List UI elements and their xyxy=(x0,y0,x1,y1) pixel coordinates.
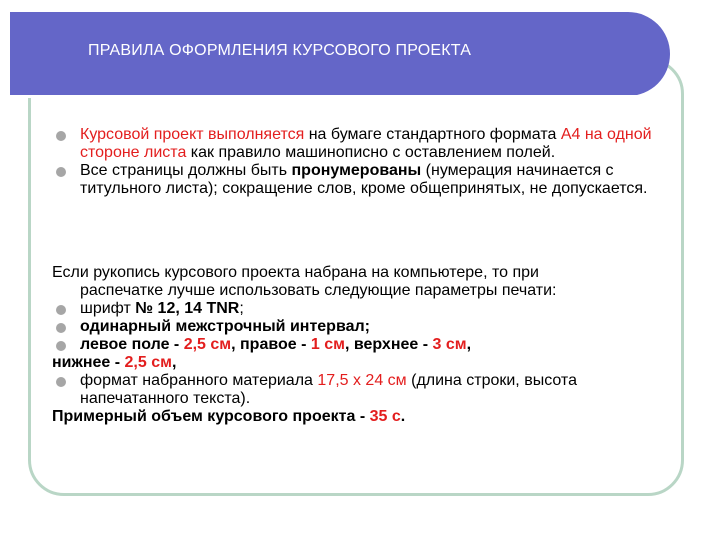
bullet-dot-icon xyxy=(56,131,66,141)
text: , xyxy=(466,336,472,353)
margins-line-2 xyxy=(52,354,672,372)
bullet-item-spacing xyxy=(52,318,672,336)
bullet-item-margins xyxy=(52,336,672,354)
text: (длина строки, высота напечатанного текста). xyxy=(80,372,577,407)
slide-title: ПРАВИЛА ОФОРМЛЕНИЯ КУРСОВОГО ПРОЕКТА xyxy=(88,42,472,59)
text: , правое - xyxy=(231,336,311,353)
bullet-dot-icon xyxy=(56,323,66,333)
intro-line-2: распечатке лучше использовать следующие параметры печати: xyxy=(80,282,557,299)
title-underline xyxy=(10,95,638,98)
value-red: 2,5 см xyxy=(183,336,232,353)
bullet-item-font xyxy=(52,300,672,318)
value-red: 2,5 см xyxy=(124,354,172,371)
bullet-item-paper xyxy=(52,126,662,162)
value-red: 17,5 х 24 см xyxy=(317,372,407,389)
text: нижнее - xyxy=(52,354,125,371)
text: Примерный объем курсового проекта - xyxy=(52,408,370,425)
value-red: 35 с xyxy=(369,408,401,425)
text: шрифт xyxy=(80,300,136,317)
volume-line xyxy=(52,408,672,426)
bullet-dot-icon xyxy=(56,305,66,315)
print-settings xyxy=(52,264,672,426)
text: левое поле - xyxy=(80,336,184,353)
text-bold: пронумерованы xyxy=(291,162,422,179)
text: формат набранного материала xyxy=(80,372,318,389)
text-red: Курсовой проект выполняется xyxy=(80,126,305,143)
bullet-dot-icon xyxy=(56,167,66,177)
text: как правило машинописно с оставлением полей. xyxy=(186,144,556,161)
value-red: 3 см xyxy=(432,336,467,353)
intro-line-1: Если рукопись курсового проекта набрана на компьютере, то при xyxy=(52,264,539,281)
bullet-item-numbering xyxy=(52,162,662,198)
text-red: А4 на одной стороне листа xyxy=(80,126,652,161)
slide-content xyxy=(52,126,662,198)
bullet-dot-icon xyxy=(56,377,66,387)
value-red: 1 см xyxy=(310,336,345,353)
bullet-dot-icon xyxy=(56,341,66,351)
text-bold: одинарный межстрочный интервал; xyxy=(80,318,370,335)
text: , xyxy=(171,354,177,371)
text-bold: № 12, 14 TNR xyxy=(135,300,240,317)
text: . xyxy=(400,408,406,425)
bullet-item-format xyxy=(52,372,672,408)
text: на бумаге стандартного формата xyxy=(304,126,561,143)
text: Все страницы должны быть xyxy=(80,162,292,179)
text: ; xyxy=(239,300,244,317)
text: , верхнее - xyxy=(344,336,433,353)
text: (нумерация начинается с титульного листа); сокращение слов, кроме общепринятых, не допускается. xyxy=(80,162,648,197)
